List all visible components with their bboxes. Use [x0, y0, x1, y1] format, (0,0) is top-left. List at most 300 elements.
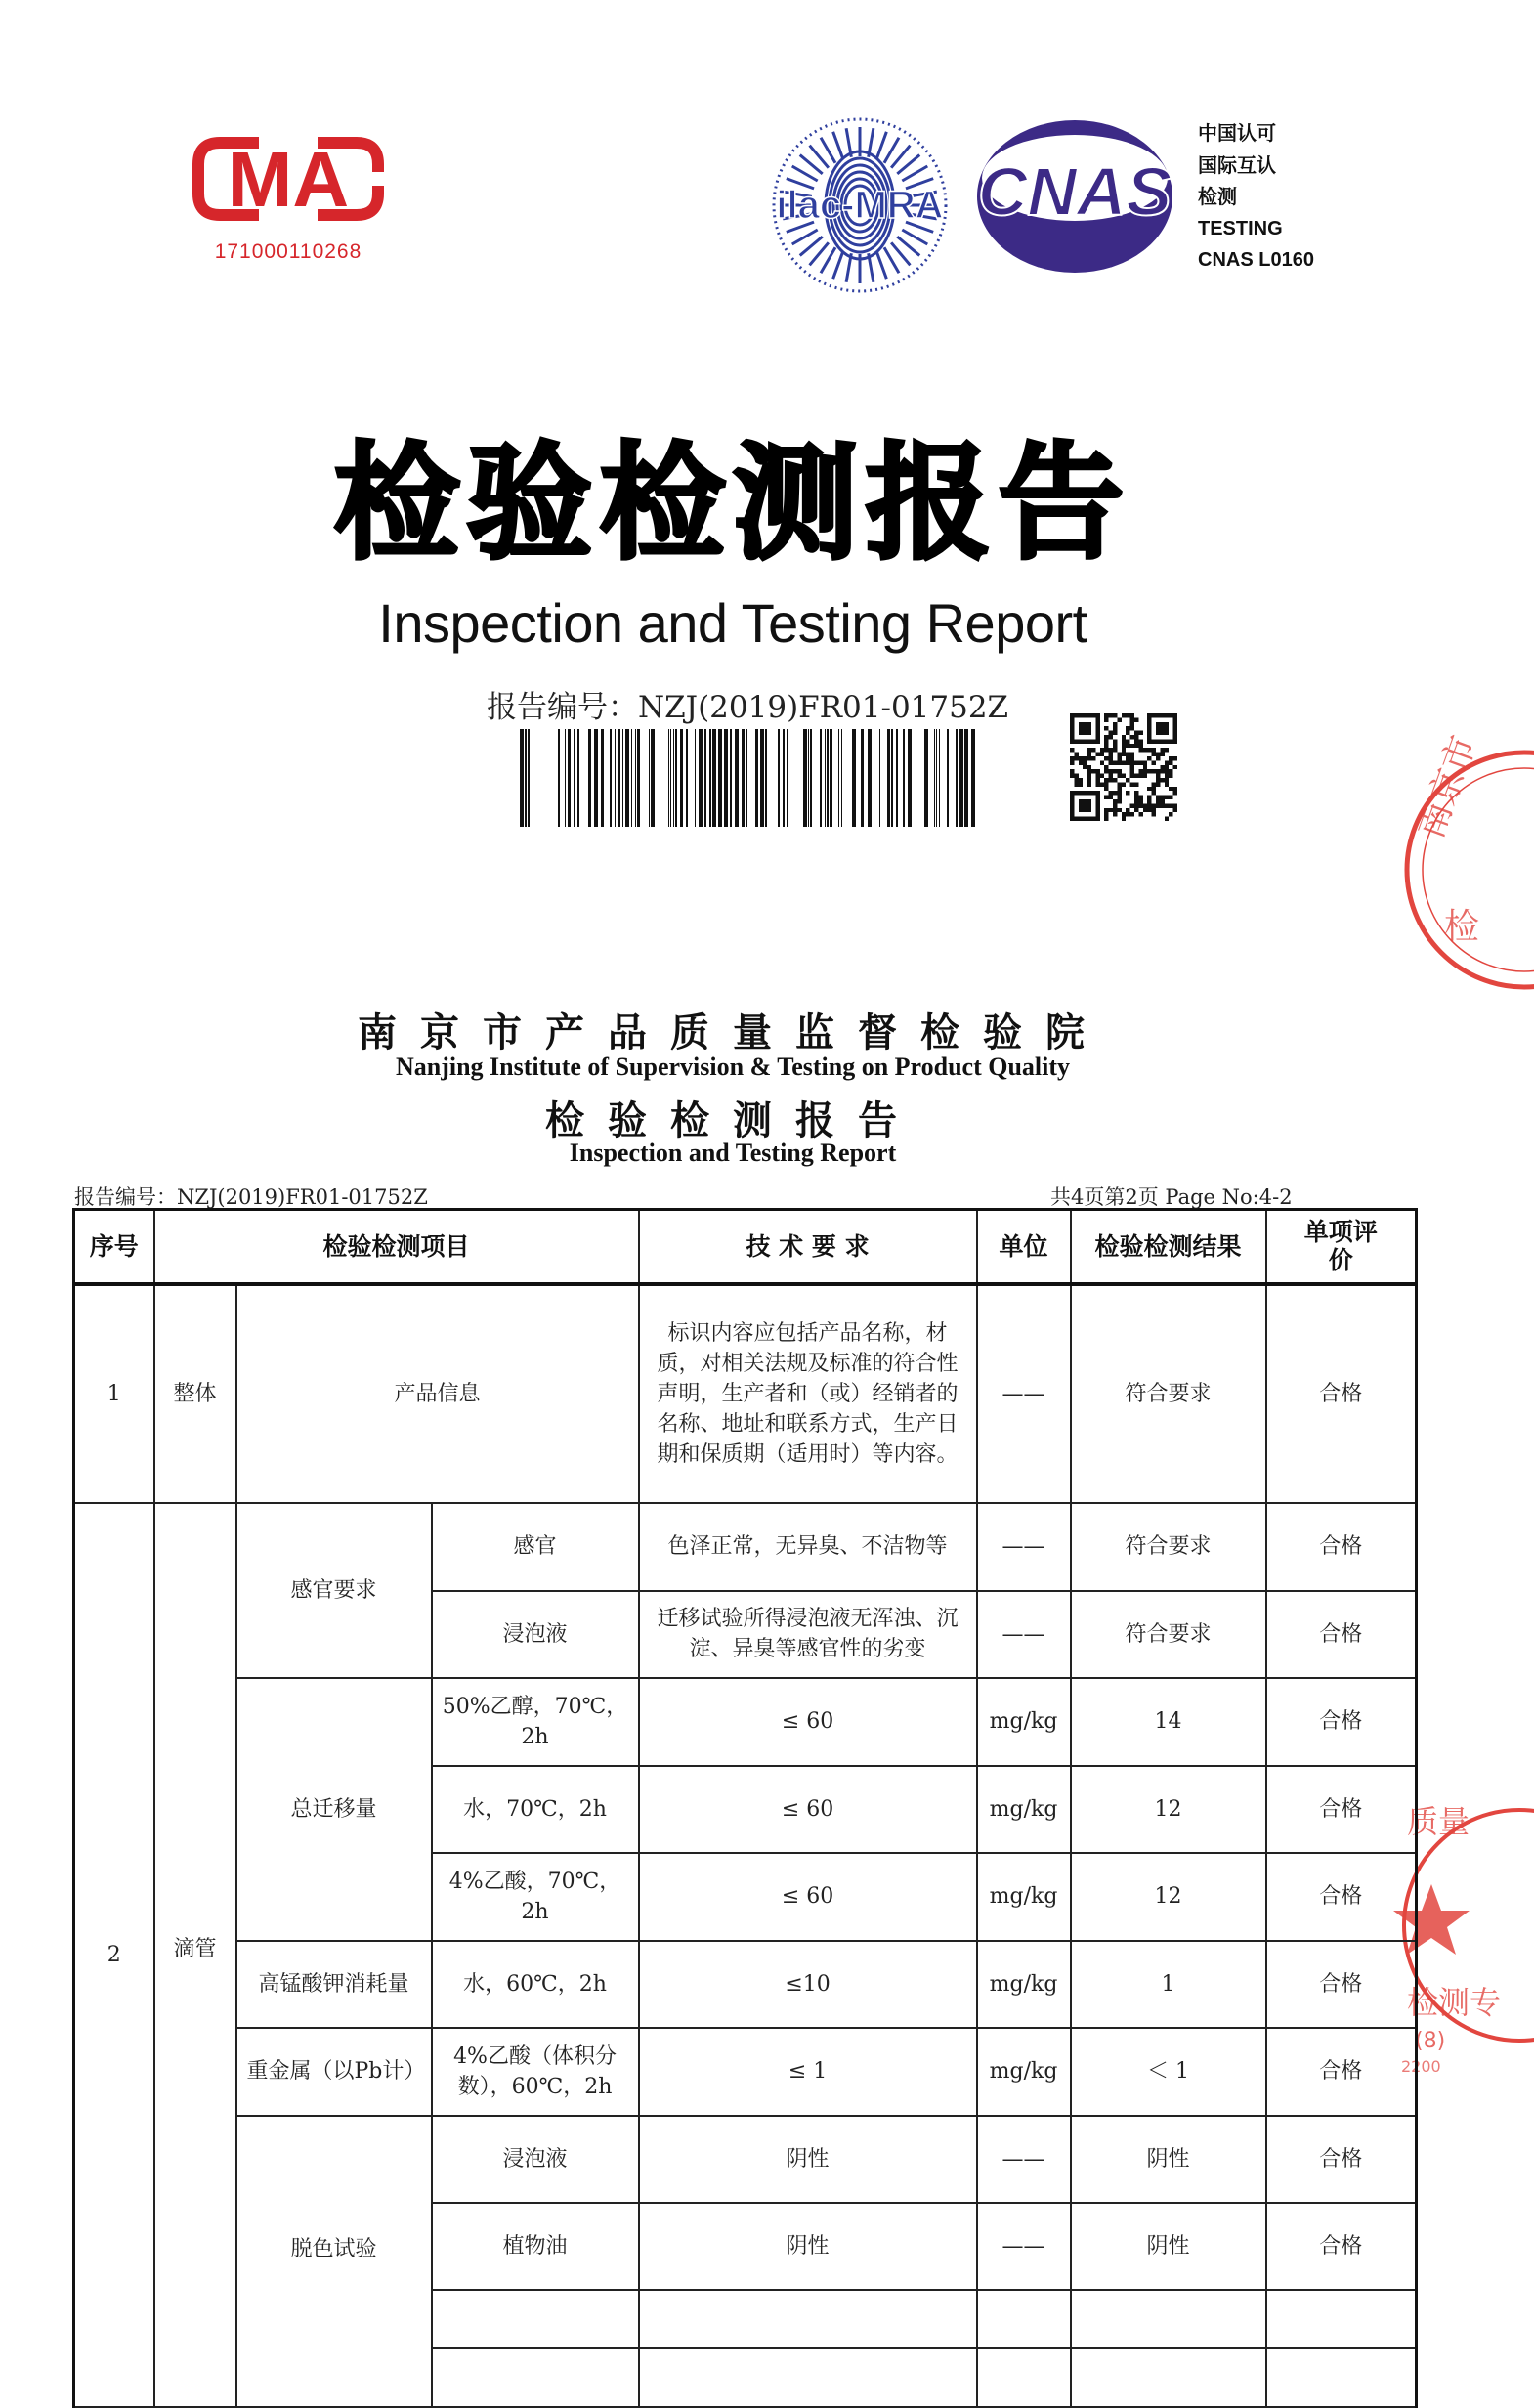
qr-module — [1087, 769, 1091, 773]
barcode-bar — [887, 729, 890, 827]
qr-module — [1104, 735, 1108, 739]
qr-module — [1156, 782, 1160, 786]
svg-text:检: 检 — [1444, 907, 1480, 947]
qr-module — [1130, 760, 1134, 764]
qr-module — [1126, 808, 1129, 812]
barcode-bar — [908, 729, 912, 827]
qr-module — [1134, 791, 1138, 795]
qr-module — [1104, 744, 1108, 748]
header-unit: 单位 — [977, 1210, 1071, 1284]
qr-module — [1138, 731, 1142, 735]
qr-module — [1173, 803, 1177, 807]
qr-module — [1109, 796, 1113, 799]
qr-module — [1104, 787, 1108, 791]
cell-unit: —— — [977, 1503, 1071, 1591]
report-subtitle-en: Inspection and Testing Report — [569, 1139, 897, 1167]
cell-sub-item: 4%乙酸（体积分数），60℃，2h — [432, 2028, 639, 2116]
qr-module — [1147, 803, 1151, 807]
qr-finder — [1156, 722, 1169, 735]
cell-sub-item: 4%乙酸，70℃，2h — [432, 1853, 639, 1941]
report-number: 报告编号：NZJ(2019)FR01-01752Z — [487, 690, 1009, 725]
cnas-line: CNAS L0160 — [1198, 249, 1314, 271]
barcode-bar — [637, 729, 640, 827]
qr-module — [1130, 713, 1134, 717]
cell-unit: mg/kg — [977, 1766, 1071, 1853]
qr-module — [1138, 774, 1142, 778]
barcode-bar — [649, 729, 650, 827]
qr-module — [1117, 787, 1121, 791]
qr-module — [1117, 760, 1121, 764]
qr-module — [1134, 796, 1138, 799]
qr-module — [1169, 769, 1172, 773]
barcode-bar — [964, 729, 968, 827]
cell-verdict: 合格 — [1266, 1853, 1417, 1941]
qr-module — [1169, 774, 1172, 778]
cell-verdict: 合格 — [1266, 1678, 1417, 1766]
cell-result: 阴性 — [1071, 2203, 1266, 2290]
qr-module — [1134, 774, 1138, 778]
barcode-bar — [601, 729, 604, 827]
qr-module — [1079, 760, 1083, 764]
barcode-bar — [558, 729, 560, 827]
qr-module — [1109, 760, 1113, 764]
cnas-accreditation-text — [1198, 117, 1393, 277]
qr-module — [1138, 796, 1142, 799]
ilac-mark: ilac-MRA — [776, 184, 944, 227]
barcode-bar — [838, 729, 839, 827]
qr-module — [1134, 735, 1138, 739]
qr-module — [1109, 778, 1113, 782]
barcode-bar — [936, 729, 937, 827]
cell-requirement: ≤ 60 — [639, 1766, 977, 1853]
qr-module — [1091, 748, 1095, 752]
barcode-bar — [625, 729, 629, 827]
qr-module — [1156, 752, 1160, 756]
qr-module — [1083, 756, 1087, 760]
qr-module — [1100, 748, 1104, 752]
qr-module — [1117, 774, 1121, 778]
qr-module — [1104, 739, 1108, 743]
barcode-bar — [712, 729, 716, 827]
qr-module — [1100, 774, 1104, 778]
qr-module — [1117, 791, 1121, 795]
qr-module — [1126, 760, 1129, 764]
cell-result: 14 — [1071, 1678, 1266, 1766]
barcode-bar — [635, 729, 636, 827]
barcode-bar — [934, 729, 935, 827]
cell-requirement: ≤10 — [639, 1941, 977, 2028]
qr-module — [1134, 799, 1138, 803]
qr-module — [1122, 817, 1126, 821]
qr-module — [1087, 778, 1091, 782]
qr-module — [1087, 782, 1091, 786]
cell-sub-item: 浸泡液 — [432, 1591, 639, 1678]
barcode-bar — [704, 729, 706, 827]
qr-module — [1147, 808, 1151, 812]
barcode-bar — [695, 729, 696, 827]
table-row — [74, 1284, 1417, 1503]
qr-module — [1126, 739, 1129, 743]
cell-sub-item: 水，70℃，2h — [432, 1766, 639, 1853]
qr-module — [1117, 717, 1121, 721]
qr-module — [1109, 774, 1113, 778]
cell-verdict: 合格 — [1266, 1591, 1417, 1678]
qr-module — [1138, 812, 1142, 816]
barcode-bar — [588, 729, 591, 827]
barcode-bar — [622, 729, 623, 827]
qr-module — [1113, 803, 1117, 807]
qr-module — [1087, 752, 1091, 756]
qr-module — [1070, 769, 1074, 773]
qr-module — [1130, 717, 1134, 721]
report-subtitle-cn: 检验检测报告 — [545, 1097, 920, 1143]
qr-module — [1138, 769, 1142, 773]
qr-module — [1095, 752, 1099, 756]
cell-unit: mg/kg — [977, 1853, 1071, 1941]
qr-module — [1156, 799, 1160, 803]
header-item: 检验检测项目 — [154, 1210, 639, 1284]
qr-module — [1138, 739, 1142, 743]
qr-module — [1117, 752, 1121, 756]
qr-module — [1165, 803, 1169, 807]
qr-module — [1117, 799, 1121, 803]
ilac-ray — [833, 251, 843, 279]
qr-module — [1165, 782, 1169, 786]
qr-module — [1156, 778, 1160, 782]
qr-module — [1169, 787, 1172, 791]
cell-requirement: 阴性 — [639, 2116, 977, 2203]
qr-module — [1152, 782, 1156, 786]
qr-module — [1113, 713, 1117, 717]
qr-module — [1130, 812, 1134, 816]
barcode-bar — [675, 729, 677, 827]
qr-module — [1079, 782, 1083, 786]
barcode-bar — [868, 729, 872, 827]
cell-result: 符合要求 — [1071, 1284, 1266, 1503]
qr-module — [1109, 735, 1113, 739]
cnas-mark: CNAS — [977, 153, 1172, 230]
barcode-bar — [618, 729, 620, 827]
cell-sub-item: 50%乙醇，70℃，2h — [432, 1678, 639, 1766]
qr-module — [1152, 748, 1156, 752]
qr-module — [1138, 744, 1142, 748]
qr-module — [1095, 774, 1099, 778]
qr-module — [1070, 774, 1074, 778]
barcode-bar — [778, 729, 780, 827]
barcode-bar — [746, 729, 747, 827]
qr-module — [1122, 760, 1126, 764]
ilac-mra-logo — [767, 112, 953, 298]
qr-module — [1169, 796, 1172, 799]
barcode-bar — [651, 729, 655, 827]
qr-module — [1095, 769, 1099, 773]
qr-module — [1109, 731, 1113, 735]
barcode-bar — [615, 729, 616, 827]
barcode-bar — [699, 729, 703, 827]
qr-module — [1104, 817, 1108, 821]
qr-module — [1104, 782, 1108, 786]
cell-unit: mg/kg — [977, 1678, 1071, 1766]
barcode-bar — [755, 729, 758, 827]
qr-module — [1083, 765, 1087, 769]
qr-module — [1134, 808, 1138, 812]
barcode-bar — [565, 729, 566, 827]
qr-module — [1143, 765, 1147, 769]
barcode-bar — [808, 729, 809, 827]
cell-result: 符合要求 — [1071, 1591, 1266, 1678]
table-row — [74, 1941, 1417, 2028]
qr-module — [1079, 778, 1083, 782]
svg-text:检测专: 检测专 — [1407, 1984, 1502, 2021]
barcode-bar — [841, 729, 842, 827]
cell-requirement: ≤ 60 — [639, 1853, 977, 1941]
qr-module — [1113, 739, 1117, 743]
qr-module — [1147, 756, 1151, 760]
qr-module — [1126, 791, 1129, 795]
barcode-bar — [891, 729, 893, 827]
cell-verdict: 合格 — [1266, 2028, 1417, 2116]
qr-module — [1126, 778, 1129, 782]
qr-module — [1169, 760, 1172, 764]
qr-module — [1160, 799, 1164, 803]
header-requirement: 技 术 要 求 — [639, 1210, 977, 1284]
cell-result: 12 — [1071, 1853, 1266, 1941]
cell-category: 整体 — [154, 1284, 236, 1503]
qr-module — [1160, 765, 1164, 769]
qr-module — [1104, 756, 1108, 760]
cell-verdict: 合格 — [1266, 1503, 1417, 1591]
qr-module — [1134, 744, 1138, 748]
svg-text:质量: 质量 — [1407, 1803, 1470, 1840]
qr-module — [1173, 808, 1177, 812]
qr-module — [1130, 769, 1134, 773]
svg-text:2200: 2200 — [1401, 2057, 1441, 2076]
cell-requirement: 阴性 — [639, 2203, 977, 2290]
cell-result: 1 — [1071, 1941, 1266, 2028]
qr-module — [1152, 791, 1156, 795]
qr-module — [1160, 769, 1164, 773]
barcode-bar — [594, 729, 598, 827]
qr-module — [1143, 769, 1147, 773]
qr-module — [1113, 748, 1117, 752]
barcode-bar — [787, 729, 788, 827]
qr-module — [1087, 765, 1091, 769]
qr-module — [1134, 760, 1138, 764]
table-row — [74, 2116, 1417, 2203]
qr-module — [1113, 778, 1117, 782]
qr-module — [1134, 739, 1138, 743]
page-info: 共4页第2页 Page No:4-2 — [1050, 1185, 1293, 1209]
qr-module — [1074, 752, 1078, 756]
cell-result: ＜ 1 — [1071, 2028, 1266, 2116]
cell-requirement: ≤ 1 — [639, 2028, 977, 2116]
qr-module — [1087, 756, 1091, 760]
qr-module — [1165, 778, 1169, 782]
qr-module — [1113, 799, 1117, 803]
qr-module — [1070, 756, 1074, 760]
cell-seq: 2 — [74, 1503, 154, 2407]
qr-module — [1074, 782, 1078, 786]
barcode-bar — [825, 729, 826, 827]
qr-module — [1143, 774, 1147, 778]
barcode-bar — [730, 729, 732, 827]
cma-number: 171000110268 — [214, 240, 362, 263]
qr-module — [1130, 722, 1134, 726]
barcode-bar — [670, 729, 671, 827]
qr-module — [1134, 782, 1138, 786]
barcode-bar — [861, 729, 864, 827]
qr-module — [1173, 787, 1177, 791]
table-row — [74, 1678, 1417, 1766]
qr-module — [1104, 765, 1108, 769]
qr-module — [1109, 713, 1113, 717]
qr-module — [1134, 717, 1138, 721]
qr-module — [1113, 812, 1117, 816]
qr-module — [1104, 769, 1108, 773]
qr-module — [1113, 791, 1117, 795]
barcode-bar — [783, 729, 785, 827]
barcode-bar — [610, 729, 612, 827]
qr-module — [1126, 812, 1129, 816]
qr-module — [1138, 803, 1142, 807]
barcode-bar — [852, 729, 856, 827]
report-title-cn: 检验检测报告 — [333, 431, 1131, 577]
qr-module — [1113, 744, 1117, 748]
qr-module — [1152, 803, 1156, 807]
qr-module — [1134, 803, 1138, 807]
cell-sub-item: 感官 — [432, 1503, 639, 1591]
cell-verdict: 合格 — [1266, 2116, 1417, 2203]
qr-module — [1130, 765, 1134, 769]
qr-module — [1138, 799, 1142, 803]
qr-module — [1104, 713, 1108, 717]
institute-name-cn: 南京市产品质量监督检验院 — [358, 1010, 1108, 1055]
qr-module — [1156, 803, 1160, 807]
barcode-bar — [939, 729, 940, 827]
cell-unit: —— — [977, 2203, 1071, 2290]
barcode-bar — [742, 729, 745, 827]
qr-module — [1143, 808, 1147, 812]
barcode-bar — [803, 729, 807, 827]
qr-module — [1117, 796, 1121, 799]
cell-unit: —— — [977, 1284, 1071, 1503]
barcode-bar — [735, 729, 739, 827]
qr-module — [1109, 791, 1113, 795]
qr-module — [1130, 744, 1134, 748]
qr-module — [1126, 726, 1129, 730]
red-seal-top — [1397, 730, 1534, 997]
qr-module — [1091, 769, 1095, 773]
qr-module — [1109, 808, 1113, 812]
qr-module — [1130, 726, 1134, 730]
cma-mark: MA — [227, 136, 350, 223]
barcode-bar — [668, 729, 669, 827]
table-row — [74, 1503, 1417, 1591]
report-number-inner: 报告编号：NZJ(2019)FR01-01752Z — [74, 1185, 428, 1209]
qr-module — [1160, 778, 1164, 782]
ilac-ray — [876, 251, 886, 279]
qr-module — [1113, 769, 1117, 773]
qr-module — [1091, 756, 1095, 760]
qr-module — [1087, 748, 1091, 752]
qr-module — [1079, 756, 1083, 760]
barcode-bar — [765, 729, 767, 827]
barcode-bar — [830, 729, 832, 827]
qr-finder — [1079, 799, 1091, 812]
qr-module — [1173, 765, 1177, 769]
qr-module — [1126, 756, 1129, 760]
qr-module — [1147, 796, 1151, 799]
cell-verdict: 合格 — [1266, 1941, 1417, 2028]
cell-unit: —— — [977, 1591, 1071, 1678]
qr-module — [1165, 760, 1169, 764]
qr-module — [1130, 782, 1134, 786]
table-header-row — [74, 1210, 1417, 1284]
cnas-line: 国际互认 — [1198, 152, 1276, 177]
qr-module — [1138, 760, 1142, 764]
qr-module — [1117, 769, 1121, 773]
qr-module — [1113, 808, 1117, 812]
barcode-bar — [760, 729, 764, 827]
header-verdict: 单项评价 — [1266, 1210, 1417, 1284]
barcode-bar — [896, 729, 898, 827]
qr-module — [1134, 731, 1138, 735]
qr-module — [1122, 774, 1126, 778]
qr-module — [1113, 722, 1117, 726]
svg-text:(8): (8) — [1415, 2029, 1446, 2053]
barcode-bar — [673, 729, 674, 827]
qr-module — [1165, 774, 1169, 778]
qr-module — [1169, 812, 1172, 816]
qr-module — [1147, 769, 1151, 773]
header-result: 检验检测结果 — [1071, 1210, 1266, 1284]
qr-module — [1156, 774, 1160, 778]
qr-module — [1122, 752, 1126, 756]
cell-result: 12 — [1071, 1766, 1266, 1853]
cell-category: 滴管 — [154, 1503, 236, 2407]
qr-module — [1130, 752, 1134, 756]
qr-module — [1160, 748, 1164, 752]
qr-module — [1160, 796, 1164, 799]
qr-module — [1122, 812, 1126, 816]
cnas-logo — [972, 117, 1177, 276]
qr-module — [1113, 760, 1117, 764]
qr-module — [1117, 808, 1121, 812]
qr-module — [1074, 756, 1078, 760]
cell-result: 符合要求 — [1071, 1503, 1266, 1591]
cell-verdict: 合格 — [1266, 1284, 1417, 1503]
qr-module — [1130, 756, 1134, 760]
qr-module — [1095, 778, 1099, 782]
barcode-bar — [574, 729, 575, 827]
barcode-bar — [810, 729, 812, 827]
ilac-ray — [833, 132, 843, 159]
qr-finder — [1079, 722, 1091, 735]
cell-item: 产品信息 — [236, 1284, 639, 1503]
cnas-line: 中国认可 — [1198, 121, 1276, 145]
qr-module — [1109, 756, 1113, 760]
qr-module — [1169, 756, 1172, 760]
barcode-bar — [709, 729, 711, 827]
qr-module — [1143, 748, 1147, 752]
qr-module — [1074, 778, 1078, 782]
barcode-bar — [525, 729, 527, 827]
qr-module — [1104, 717, 1108, 721]
qr-module — [1100, 760, 1104, 764]
qr-module — [1122, 744, 1126, 748]
barcode-bar — [879, 729, 880, 827]
cnas-line: 检测 — [1198, 185, 1237, 208]
